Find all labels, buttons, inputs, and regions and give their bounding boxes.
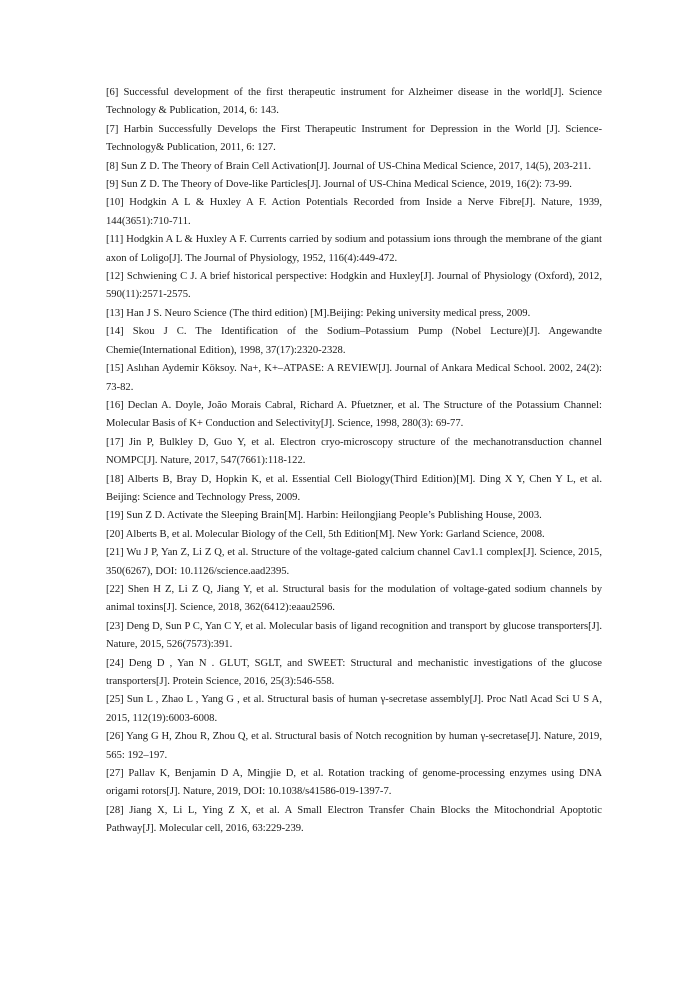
reference-item: [26] Yang G H, Zhou R, Zhou Q, et al. Structural basis of Notch recognition by human γ-secretase[J]. Nature, 2019, 565: 192–197. bbox=[106, 731, 602, 761]
reference-item: [19] Sun Z D. Activate the Sleeping Brain[M]. Harbin: Heilongjiang People’s Publishing House, 2003. bbox=[106, 510, 542, 522]
reference-item: [16] Declan A. Doyle, João Morais Cabral, Richard A. Pfuetzner, et al. The Structure of the Potassium Channel: Molecular Basis of K+ Conduction and Selectivity[J]. Science, 1998, 280(3): 69-77. bbox=[106, 399, 602, 430]
reference-item: [23] Deng D, Sun P C, Yan C Y, et al. Molecular basis of ligand recognition and transport by glucose transporters[J]. Nature, 2015, 526(7573):391. bbox=[106, 620, 602, 651]
reference-item: [24] Deng D , Yan N . GLUT, SGLT, and SWEET: Structural and mechanistic investigations of the glucose transporters[J]. Protein Science, 2016, 25(3):546-558. bbox=[106, 657, 602, 687]
reference-item: [8] Sun Z D. The Theory of Brain Cell Activation[J]. Journal of US-China Medical Science, 2017, 14(5), 203-211. bbox=[106, 160, 591, 172]
reference-item: [22] Shen H Z, Li Z Q, Jiang Y, et al. Structural basis for the modulation of voltage-gated sodium channels by animal toxins[J]. Science, 2018, 362(6412):eaau2596. bbox=[106, 583, 602, 614]
reference-item: [20] Alberts B, et al. Molecular Biology of the Cell, 5th Edition[M]. New York: Garland Science, 2008. bbox=[106, 528, 545, 540]
reference-item: [18] Alberts B, Bray D, Hopkin K, et al. Essential Cell Biology(Third Edition)[M]. Ding X Y, Chen Y L, et al. Beijing: Science and Technology Press, 2009. bbox=[106, 473, 602, 503]
reference-item: [9] Sun Z D. The Theory of Dove-like Particles[J]. Journal of US-China Medical Science, 2019, 16(2): 73-99. bbox=[106, 179, 572, 191]
reference-item: [7] Harbin Successfully Develops the First Therapeutic Instrument for Depression in the World [J]. Science-Technology& Publication, 2011, 6: 127. bbox=[106, 123, 602, 154]
reference-item: [14] Skou J C. The Identification of the Sodium–Potassium Pump (Nobel Lecture)[J]. Angewandte Chemie(International Edition), 1998, 37(17):2320-2328. bbox=[106, 326, 602, 356]
reference-list bbox=[106, 84, 602, 839]
reference-item: [28] Jiang X, Li L, Ying Z X, et al. A Small Electron Transfer Chain Blocks the Mitochondrial Apoptotic Pathway[J]. Molecular cell, 2016, 63:229-239. bbox=[106, 804, 602, 835]
reference-item: [21] Wu J P, Yan Z, Li Z Q, et al. Structure of the voltage-gated calcium channel Cav1.1 complex[J]. Science, 2015, 350(6267), DOI: 10.1126/science.aad2395. bbox=[106, 547, 602, 577]
reference-item: [17] Jin P, Bulkley D, Guo Y, et al. Electron cryo-microscopy structure of the mechanotransduction channel NOMPC[J]. Nature, 2017, 547(7661):118-122. bbox=[106, 436, 602, 467]
reference-item: [13] Han J S. Neuro Science (The third edition) [M].Beijing: Peking university medical press, 2009. bbox=[106, 307, 531, 319]
reference-item: [25] Sun L , Zhao L , Yang G , et al. Structural basis of human γ-secretase assembly[J]. Proc Natl Acad Sci U S A, 2015, 112(19):6003-6008. bbox=[106, 694, 602, 724]
reference-item: [15] Aslıhan Aydemir Köksoy. Na+, K+–ATPASE: A REVIEW[J]. Journal of Ankara Medical School. 2002, 24(2): 73-82. bbox=[106, 363, 602, 393]
reference-item: [10] Hodgkin A L & Huxley A F. Action Potentials Recorded from Inside a Nerve Fibre[J]. Nature, 1939, 144(3651):710-711. bbox=[106, 197, 602, 227]
reference-item: [11] Hodgkin A L & Huxley A F. Currents carried by sodium and potassium ions through the membrane of the giant axon of Loligo[J]. The Journal of Physiology, 1952, 116(4):449-472. bbox=[106, 234, 602, 264]
reference-item: [6] Successful development of the first therapeutic instrument for Alzheimer disease in the world[J]. Science Technology & Publication, 2014, 6: 143. bbox=[106, 87, 602, 117]
reference-item: [12] Schwiening C J. A brief historical perspective: Hodgkin and Huxley[J]. Journal of Physiology (Oxford), 2012, 590(11):2571-2575. bbox=[106, 271, 602, 301]
reference-item: [27] Pallav K, Benjamin D A, Mingjie D, et al. Rotation tracking of genome-processing enzymes using DNA origami rotors[J]. Nature, 2019, DOI: 10.1038/s41586-019-1397-7. bbox=[106, 768, 602, 798]
